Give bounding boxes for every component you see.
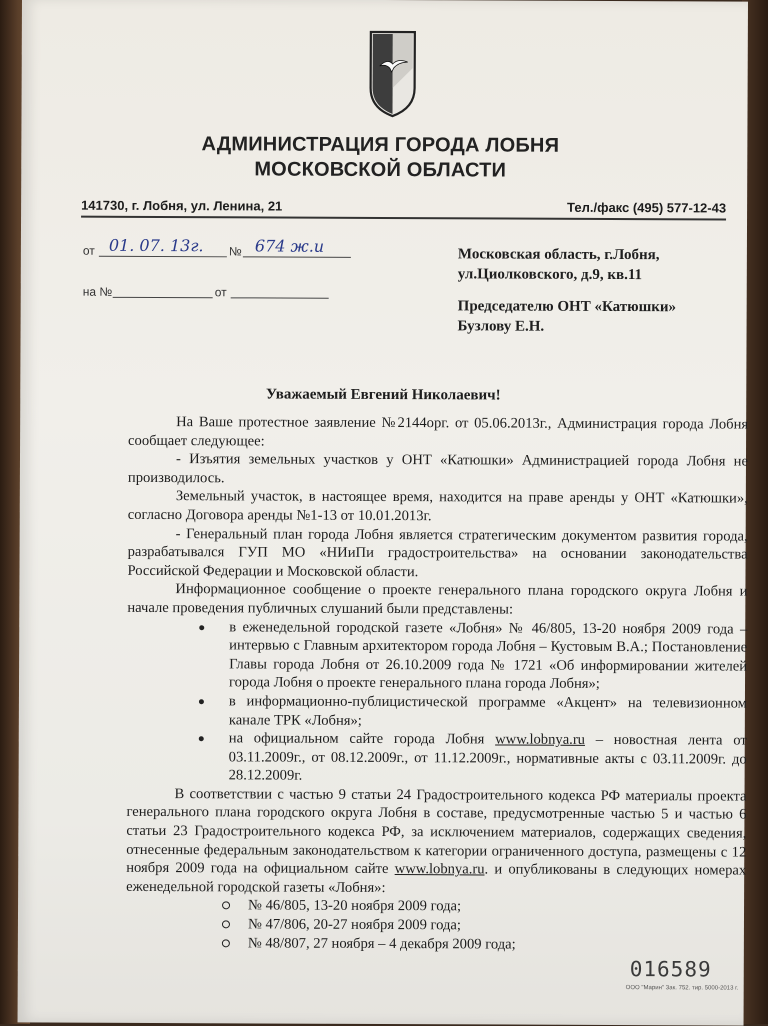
bullet-icon xyxy=(199,625,204,630)
recipient-address xyxy=(458,244,660,285)
organization-region: МОСКОВСКОЙ ОБЛАСТИ xyxy=(254,158,507,182)
list-item xyxy=(199,618,747,695)
list-item-text: в информационно-публицистической программе «Акцент» на телевизионном канале ТРК «Лобня»; xyxy=(228,693,747,729)
recipient-name-line: Бузлову Е.Н. xyxy=(457,318,545,335)
publication-list xyxy=(127,617,748,787)
ref-number-line xyxy=(113,283,213,298)
list-item-text: в еженедельной городской газете «Лобня» № 46/805, 13-20 ноября 2009 года – интервью с Главным архитектором города Лобня – Кустовым В.А.; Постановление Главы города Лобня от 26.10.2009 года № 1721 «Об информировании жителей города Лобня о проекте генерального плана города Лобня»; xyxy=(228,618,748,693)
form-serial-number: 016589 xyxy=(629,957,712,982)
paragraph: Информационное сообщение о проекте генерального плана городского округа Лобня и начале проведения публичных слушаний были представлены: xyxy=(127,581,748,618)
bullet-icon xyxy=(199,736,204,741)
greeting: Уважаемый Евгений Николаевич! xyxy=(265,386,501,404)
recipient-address-line: Московская область, г.Лобня, xyxy=(457,246,660,264)
recipient-name-line: Председателю ОНТ «Катюшки» xyxy=(457,298,677,316)
paragraph: - Изъятия земельных участков у ОНТ «Катюшки» Администрацией города Лобня не производилось. xyxy=(127,451,749,487)
paragraph: Земельный участок, в настоящее время, находится на праве аренды у ОНТ «Катюшки», согласно Договора аренды №1-13 от 10.01.2013г. xyxy=(127,488,748,525)
recipient-address-line: ул.Циолковского, д.9, кв.11 xyxy=(457,266,643,284)
list-item xyxy=(222,897,746,918)
organization-title: АДМИНИСТРАЦИЯ ГОРОДА ЛОБНЯ xyxy=(201,133,560,157)
paragraph: - Генеральный план города Лобня является стратегическим документом развития города, разрабатывался ГУП МО «НИиПи градостроительства» на основании законодательства Российской Федерации и Московской области. xyxy=(127,525,748,580)
list-item xyxy=(199,692,747,732)
circle-bullet-icon xyxy=(222,939,230,947)
paragraph xyxy=(126,785,746,899)
circle-bullet-icon xyxy=(222,902,230,910)
handwritten-number: 674 ж.и xyxy=(254,236,325,256)
letter-page xyxy=(18,0,748,1026)
recipient-name xyxy=(458,296,677,337)
letter-body xyxy=(126,413,748,955)
paragraph-text: В соответствии с частью 9 статьи 24 Градостроительного кодекса РФ материалы проекта генерального плана городского округа Лобня в составе, предусмотренные частью 5 и частью 6 статьи 23 Градостроительного кодекса РФ, за исключением материалов, содержащих сведения, отнесенные федеральным законодательством к категории ограниченного доступа, размещены с 12 ноября 2009 года на официальном сайте xyxy=(126,785,747,878)
outgoing-registration xyxy=(82,235,383,263)
newspaper-issues-list xyxy=(126,896,746,954)
list-item-text: на официальном сайте города Лобня xyxy=(228,730,496,748)
ref-from-label: от xyxy=(214,285,227,300)
paragraph-text: . и опубликованы в следующих номерах еженедельной городской газеты «Лобня»: xyxy=(126,861,747,896)
reference-registration xyxy=(83,283,383,304)
date-line xyxy=(99,235,227,258)
issue-text: № 46/805, 13-20 ноября 2009 года; xyxy=(248,897,462,915)
circle-bullet-icon xyxy=(222,920,230,928)
list-item-text: – новостная лента от 03.11.2009г., от 08.12.2009г., от 11.12.2009г., нормативные акты с 03.11.2009г. до 28.12.2009г. xyxy=(228,731,747,784)
ref-date-line xyxy=(231,283,329,298)
list-item xyxy=(222,915,746,936)
list-item xyxy=(199,729,747,787)
ref-no-label: на № xyxy=(82,284,113,299)
printer-imprint: ООО "Марин" Зак. 752. тир. 5000-2013 г. xyxy=(625,985,739,992)
from-label: от xyxy=(82,243,95,258)
issue-text: № 47/806, 20-27 ноября 2009 года; xyxy=(247,916,462,934)
organization-phone: Тел./факс (495) 577-12-43 xyxy=(567,199,727,216)
number-label: № xyxy=(228,244,242,259)
list-item xyxy=(222,934,746,955)
organization-address: 141730, г. Лобня, ул. Ленина, 21 xyxy=(81,197,283,214)
site-link[interactable]: www.lobnya.ru xyxy=(495,731,586,748)
handwritten-date: 01. 07. 13г. xyxy=(108,235,204,256)
bullet-icon xyxy=(199,699,204,704)
site-link[interactable]: www.lobnya.ru xyxy=(394,861,485,878)
letterhead-contacts xyxy=(81,196,726,221)
coat-of-arms-icon xyxy=(367,28,417,118)
paragraph: На Ваше протестное заявление №2144орг. от 05.06.2013г., Администрация города Лобня сообщает следующее: xyxy=(128,414,749,450)
issue-text: № 48/807, 27 ноября – 4 декабря 2009 года; xyxy=(247,935,516,953)
number-line xyxy=(243,236,351,257)
